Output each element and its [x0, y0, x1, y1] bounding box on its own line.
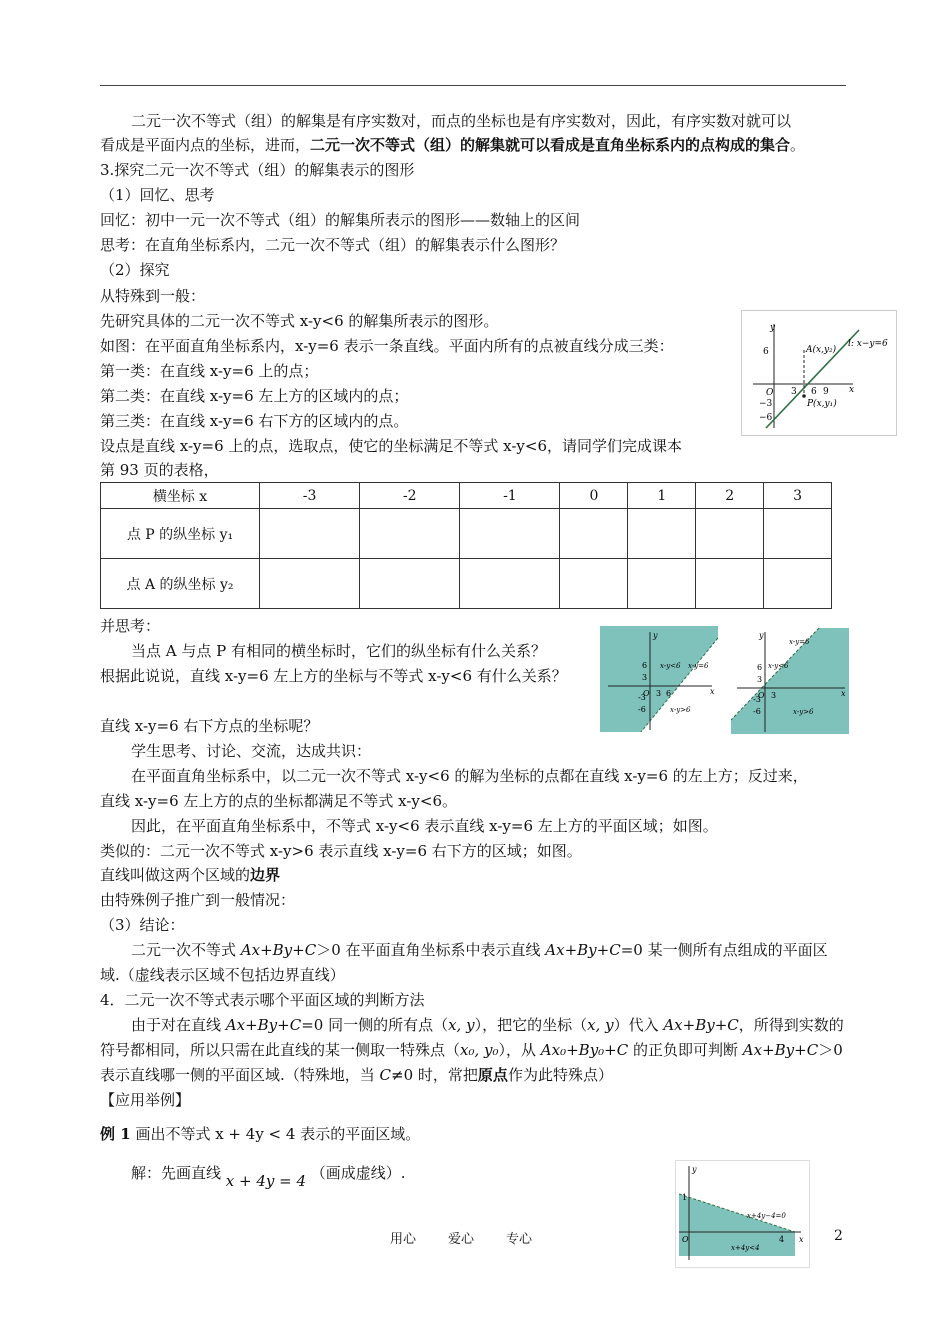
tick-label: 3	[771, 691, 777, 700]
paragraph-line: 第二类：在直线 x-y=6 左上方的区域内的点；	[100, 387, 409, 405]
table-header-cell: -2	[360, 483, 460, 509]
region-label: x-y<6	[660, 662, 681, 670]
tick-label: 6	[811, 387, 817, 397]
paragraph-line: 如图：在平面直角坐标系内，x-y=6 表示一条直线。平面内所有的点被直线分成三类：	[100, 337, 674, 355]
line-label: x-y=6	[789, 638, 810, 646]
tick-label: 1	[682, 1193, 688, 1202]
section-heading: 【应用举例】	[100, 1091, 191, 1109]
subsection-heading: （2）探究	[100, 261, 170, 279]
paragraph-line: 直线 x-y=6 右下方点的坐标呢？	[100, 717, 319, 735]
footer-text: 专心	[506, 1232, 533, 1247]
paragraph-line: 符号都相同，所以只需在此直线的某一侧取一特殊点（x₀, y₀），从 Ax₀+By₀+C 的正负即可判断 Ax+By+C＞0	[100, 1041, 843, 1059]
section-heading: 3.探究二元一次不等式（组）的解集表示的图形	[100, 161, 415, 179]
region-label: x-y<6	[768, 662, 789, 670]
line-label: x+4y−4=0	[747, 1212, 786, 1220]
paragraph-line: 第三类：在直线 x-y=6 右下方的区域内的点。	[100, 412, 409, 430]
table-header-cell: 1	[628, 483, 696, 509]
values-table	[100, 482, 832, 609]
paragraph-line: 当点 A 与点 P 有相同的横坐标时，它们的纵坐标有什么关系？	[131, 642, 547, 660]
subsection-heading: （1）回忆、思考	[100, 186, 215, 204]
paragraph-line: 根据此说说，直线 x-y=6 左上方的坐标与不等式 x-y<6 有什么关系？	[100, 667, 567, 685]
row-label: 点 P 的纵坐标 y₁	[101, 509, 260, 559]
paragraph-line: 第 93 页的表格，	[100, 461, 219, 479]
paragraph-line: 设点是直线 x-y=6 上的点，选取点，使它的坐标满足不等式 x-y<6，请同学们完成课本	[100, 437, 683, 455]
table-header-row	[101, 483, 832, 509]
tick-label: 9	[823, 387, 829, 397]
paragraph-line: 由特殊例子推广到一般情况：	[100, 891, 296, 909]
tick-label: -6	[638, 705, 646, 714]
tick-label: 3	[757, 675, 763, 684]
tick-label: -3	[753, 695, 761, 704]
y-axis-label: y	[759, 631, 764, 640]
paragraph-line: 思考：在直角坐标系内，二元一次不等式（组）的解集表示什么图形？	[100, 236, 566, 254]
paragraph-line: 直线 x-y=6 左上方的点的坐标都满足不等式 x-y<6。	[100, 792, 458, 810]
paragraph-line: 第一类：在直线 x-y=6 上的点；	[100, 362, 319, 380]
y-axis-label: y	[770, 323, 776, 333]
paragraph-line: 学生思考、讨论、交流，达成共识：	[131, 742, 372, 760]
header-rule	[100, 85, 846, 86]
paragraph-line: 因此，在平面直角坐标系中，不等式 x-y<6 表示直线 x-y=6 左上方的平面区域；如图。	[131, 817, 718, 835]
tick-label: 3	[791, 387, 797, 397]
tick-label: 4	[779, 1235, 785, 1244]
footer-text: 爱心	[448, 1232, 475, 1247]
tick-label: 6	[666, 689, 672, 698]
tick-label: 6	[763, 347, 769, 357]
origin-label: O	[682, 1235, 689, 1244]
paragraph-line: 从特殊到一般：	[100, 287, 206, 305]
point-p-marker	[802, 394, 806, 398]
point-p-label: P(x,y₁)	[807, 399, 837, 409]
row-label: 点 A 的纵坐标 y₂	[101, 559, 260, 609]
table-header-cell: 0	[560, 483, 628, 509]
tick-label: −3	[759, 399, 773, 409]
x-axis-label: x	[849, 385, 855, 395]
paragraph-line: 由于对在直线 Ax+By+C=0 同一侧的所有点（x, y），把它的坐标（x, y）代入 Ax+By+C，所得到实数的	[131, 1016, 844, 1034]
line-label: x-y=6	[688, 662, 709, 670]
solution-line: 解：先画直线 x + 4y = 4 （画成虚线）.	[131, 1164, 406, 1190]
tick-label: -6	[753, 707, 761, 716]
table-header-cell: -1	[460, 483, 560, 509]
shaded-region	[600, 626, 718, 732]
paragraph-line: 回忆：初中一元一次不等式（组）的解集所表示的图形——数轴上的区间	[100, 211, 581, 229]
tick-label: −6	[759, 413, 773, 423]
tick-label: 3	[656, 689, 662, 698]
paragraph-line: 域.（虚线表示区域不包括边界直线）	[100, 966, 345, 984]
region-label: x-y>6	[670, 706, 691, 714]
point-a-label: A(x,y₂)	[806, 345, 837, 355]
paragraph-line: 二元一次不等式（组）的解集是有序实数对，而点的坐标也是有序实数对，因此，有序实数对就可以	[131, 112, 792, 130]
region-label: x-y>6	[793, 708, 814, 716]
line-l-label: l: x−y=6	[848, 339, 888, 349]
tick-label: 3	[642, 673, 648, 682]
origin-label: O	[643, 689, 650, 698]
paragraph-line: 表示直线哪一侧的平面区域.（特殊地，当 C≠0 时，常把原点作为此特殊点）	[100, 1066, 613, 1084]
origin-label: O	[758, 691, 765, 700]
section-heading: 4．二元一次不等式表示哪个平面区域的判断方法	[100, 991, 425, 1009]
table-header-cell: -3	[260, 483, 360, 509]
paragraph-line: 二元一次不等式 Ax+By+C＞0 在平面直角坐标系中表示直线 Ax+By+C=0 某一侧所有点组成的平面区	[131, 941, 828, 959]
y-axis-label: y	[653, 631, 658, 640]
paragraph-line: 先研究具体的二元一次不等式 x-y<6 的解集所表示的图形。	[100, 312, 499, 330]
paragraph-line: 在平面直角坐标系中，以二元一次不等式 x-y<6 的解为坐标的点都在直线 x-y=6 的左上方；反过来，	[131, 767, 808, 785]
page-footer	[390, 1228, 564, 1247]
table-header-cell: 横坐标 x	[101, 483, 260, 509]
table-row	[101, 509, 832, 559]
paragraph-line: 并思考：	[100, 617, 161, 635]
tick-label: -3	[638, 693, 646, 702]
paragraph-line: 看成是平面内点的坐标，进而，二元一次不等式（组）的解集就可以看成是直角坐标系内的点构成的集合。	[100, 136, 806, 154]
x-axis-label: x	[710, 687, 715, 696]
figure-example-region	[675, 1160, 810, 1268]
example-line: 例 1 画出不等式 x + 4y < 4 表示的平面区域。	[100, 1125, 421, 1143]
figure-line-diagram	[741, 310, 897, 436]
subsection-heading: （3）结论：	[100, 916, 185, 934]
paragraph-line: 类似的：二元一次不等式 x-y>6 表示直线 x-y=6 右下方的区域；如图。	[100, 842, 582, 860]
origin-label: O	[766, 388, 774, 398]
figure-region-less	[600, 626, 718, 732]
y-axis-label: y	[692, 1165, 697, 1174]
table-header-cell: 3	[764, 483, 832, 509]
x-axis-label: x	[841, 689, 846, 698]
x-axis-label: x	[799, 1235, 804, 1244]
tick-label: 6	[757, 663, 763, 672]
footer-text: 用心	[390, 1232, 417, 1247]
table-header-cell: 2	[696, 483, 764, 509]
table-row	[101, 559, 832, 609]
tick-label: 6	[642, 661, 648, 670]
figure-region-greater	[731, 626, 849, 734]
paragraph-line: 直线叫做这两个区域的边界	[100, 866, 281, 884]
page-number: 2	[834, 1228, 843, 1244]
region-label: x+4y<4	[731, 1244, 760, 1252]
